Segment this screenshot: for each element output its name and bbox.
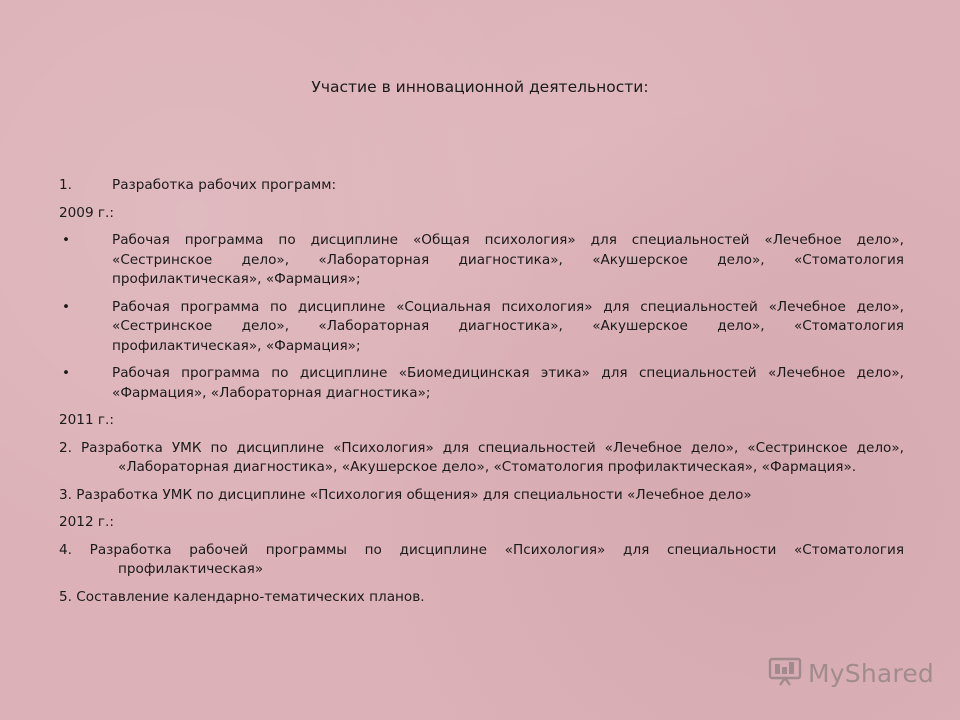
- list-item-4: 4. Разработка рабочей программы по дисциплине «Психология» для специальности «Стоматология профилактическая»: [59, 541, 904, 577]
- slide-title: Участие в инновационной деятельности:: [311, 78, 649, 96]
- slide-content: [59, 176, 904, 615]
- year-label-2009: 2009 г.:: [59, 204, 114, 221]
- list-item-5: 5. Составление календарно-тематических планов.: [59, 588, 425, 605]
- year-label-2011: 2011 г.:: [59, 412, 114, 428]
- bullet-item-2: [59, 298, 904, 357]
- bullet-icon: •: [62, 365, 71, 381]
- bullet-text: Рабочая программа по дисциплине «Социальная психология» для специальностей «Лечебное дело», «Сестринское дело», «Лабораторная диагностика», «Акушерское дело», «Стоматология профилактическая», «Фармация»;: [112, 298, 904, 354]
- bullet-text: Рабочая программа по дисциплине «Общая психология» для специальностей «Лечебное дело», «Сестринское дело», «Лабораторная диагностика», «Акушерское дело», «Стоматология профилактическая», «Фармация»;: [112, 232, 904, 287]
- presentation-icon: [768, 656, 802, 690]
- bullet-item-1: [59, 231, 904, 290]
- list-item-text: Разработка рабочих программ:: [112, 177, 337, 193]
- bullet-icon: •: [62, 232, 71, 248]
- list-item-3: 3. Разработка УМК по дисциплине «Психология общения» для специальности «Лечебное дело»: [59, 486, 752, 503]
- watermark-text: MyShared: [808, 658, 934, 688]
- year-label-2012: 2012 г.:: [59, 514, 114, 530]
- list-item-1: [59, 176, 904, 196]
- list-number: 1.: [59, 177, 72, 193]
- bullet-item-3: [59, 364, 904, 403]
- list-item-2: 2. Разработка УМК по дисциплине «Психология» для специальностей «Лечебное дело», «Сестринское дело», «Лабораторная диагностика», «Акушерское дело», «Стоматология профилактическая», «Фармация».: [59, 439, 904, 475]
- bullet-text: Рабочая программа по дисциплине «Биомедицинская этика» для специальностей «Лечебное дело», «Фармация», «Лабораторная диагностика»;: [112, 365, 904, 401]
- watermark: [768, 656, 934, 690]
- bullet-icon: •: [62, 298, 71, 315]
